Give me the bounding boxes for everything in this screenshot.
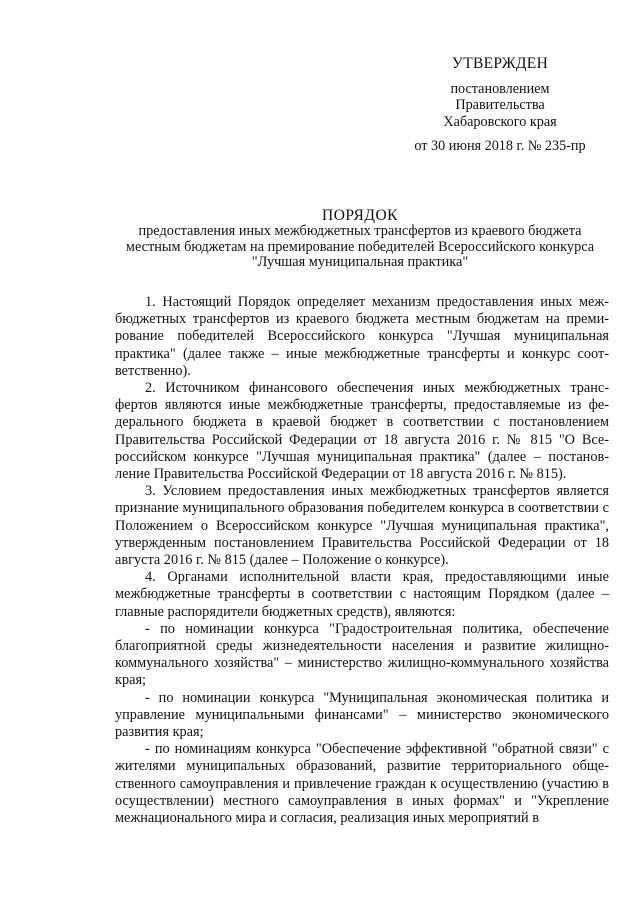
paragraph: - по номинации конкурса "Муниципальная экономическая политика и управление муниципальными финансами" – министерство экономического развития края;	[115, 689, 609, 741]
subtitle-line: предоставления иных межбюджетных трансфертов из краевого бюджета	[138, 223, 582, 239]
paragraph: 1. Настоящий Порядок определяет механизм предоставления иных межбюджетных трансфертов из краевого бюджета местным бюджетам на премирование победителей Всероссийского конкурса "Лучшая муниципальная практика" (далее также – иные межбюджетные трансферты и конкурс соответственно).	[115, 294, 609, 379]
document-body	[115, 294, 609, 827]
document-subtitle	[90, 224, 630, 271]
paragraph: 4. Органами исполнительной власти края, предоставляющими иные межбюджетные трансферты в соответствии с настоящим Порядком (далее – главные распорядители бюджетных средств), являются:	[115, 569, 609, 620]
subtitle-line: местным бюджетам на премирование победителей Всероссийского конкурса	[125, 238, 595, 255]
paragraph: - по номинации конкурса "Градостроительная политика, обеспечение благоприятной среды жизнедеятельности населения и развитие жилищно-коммунального хозяйства" – министерство жилищно-коммунального хозяйства края;	[115, 620, 609, 689]
document-title: ПОРЯДОК	[322, 207, 398, 224]
approval-line: постановлением	[450, 80, 550, 97]
approval-line: Хабаровского края	[443, 113, 557, 130]
approval-line: Правительства	[455, 97, 545, 113]
paragraph: - по номинациям конкурса "Обеспечение эффективной "обратной связи" с жителями муниципальных образований, развитие территориального общественного самоуправления и привлечение граждан к осуществлению (участию в осуществлении) местного самоуправления в иных формах" и "Укрепление межнационального мира и согласия, реализация иных мероприятий в	[115, 741, 609, 827]
subtitle-line: "Лучшая муниципальная практика"	[251, 254, 469, 270]
approval-date: от 30 июня 2018 г. № 235-пр	[414, 138, 586, 154]
paragraph: 2. Источником финансового обеспечения иных межбюджетных трансфертов являются иные межбюджетные трансферты, предоставляемые из федерального бюджета в краевой бюджет в соответствии с постановлением Правительства Российской Федерации от 18 августа 2016 г. № 815 "О Всероссийском конкурсе "Лучшая муниципальная практика" (далее – постановление Правительства Российской Федерации от 18 августа 2016 г. № 815).	[115, 380, 609, 483]
paragraph: 3. Условием предоставления иных межбюджетных трансфертов является признание муниципального образования победителем конкурса в соответствии с Положением о Всероссийском конкурсе "Лучшая муниципальная практика", утвержденным постановлением Правительства Российской Федерации от 18 августа 2016 г. № 815 (далее – Положение о конкурсе).	[115, 483, 609, 569]
approval-block	[380, 56, 620, 155]
approval-stamp-title: УТВЕРЖДЕН	[451, 55, 549, 72]
